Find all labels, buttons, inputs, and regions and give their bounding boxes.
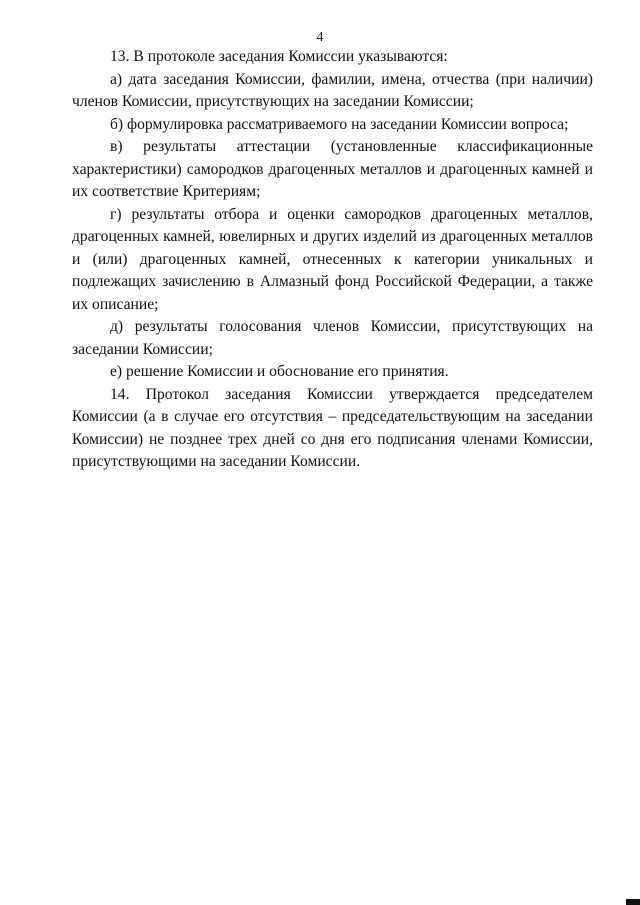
paragraph-item-a: а) дата заседания Комиссии, фамилии, имена, отчества (при наличии) членов Комиссии, присутствующих на заседании Комиссии; <box>72 70 593 110</box>
paragraph-item-v: в) результаты аттестации (установленные классификационные характеристики) самородков драгоценных металлов и драгоценных камней и их соответствие Критериям; <box>72 138 593 200</box>
page-number: 4 <box>316 30 324 45</box>
document-body <box>72 46 593 474</box>
paragraph-14: 14. Протокол заседания Комиссии утверждается председателем Комиссии (а в случае его отсутствия – председательствующим на заседании Комиссии) не позднее трех дней со дня его подписания членами Комиссии, присутствующими на заседании Комиссии. <box>72 385 593 470</box>
paragraph-item-e: е) решение Комиссии и обоснование его принятия. <box>110 363 449 380</box>
scan-edge-mark <box>626 899 640 905</box>
paragraph-item-b: б) формулировка рассматриваемого на заседании Комиссии вопроса; <box>110 115 569 133</box>
paragraph-item-d: д) результаты голосования членов Комиссии, присутствующих на заседании Комиссии; <box>72 318 593 358</box>
paragraph-13-intro: 13. В протоколе заседания Комиссии указываются: <box>110 48 448 65</box>
paragraph-item-g: г) результаты отбора и оценки самородков драгоценных металлов, драгоценных камней, ювелирных и других изделий из драгоценных металлов и (или) драгоценных камней, отнесенных к категории уникальных и подлежащих зачислению в Алмазный фонд Российской Федерации, а также их описание; <box>72 205 593 313</box>
